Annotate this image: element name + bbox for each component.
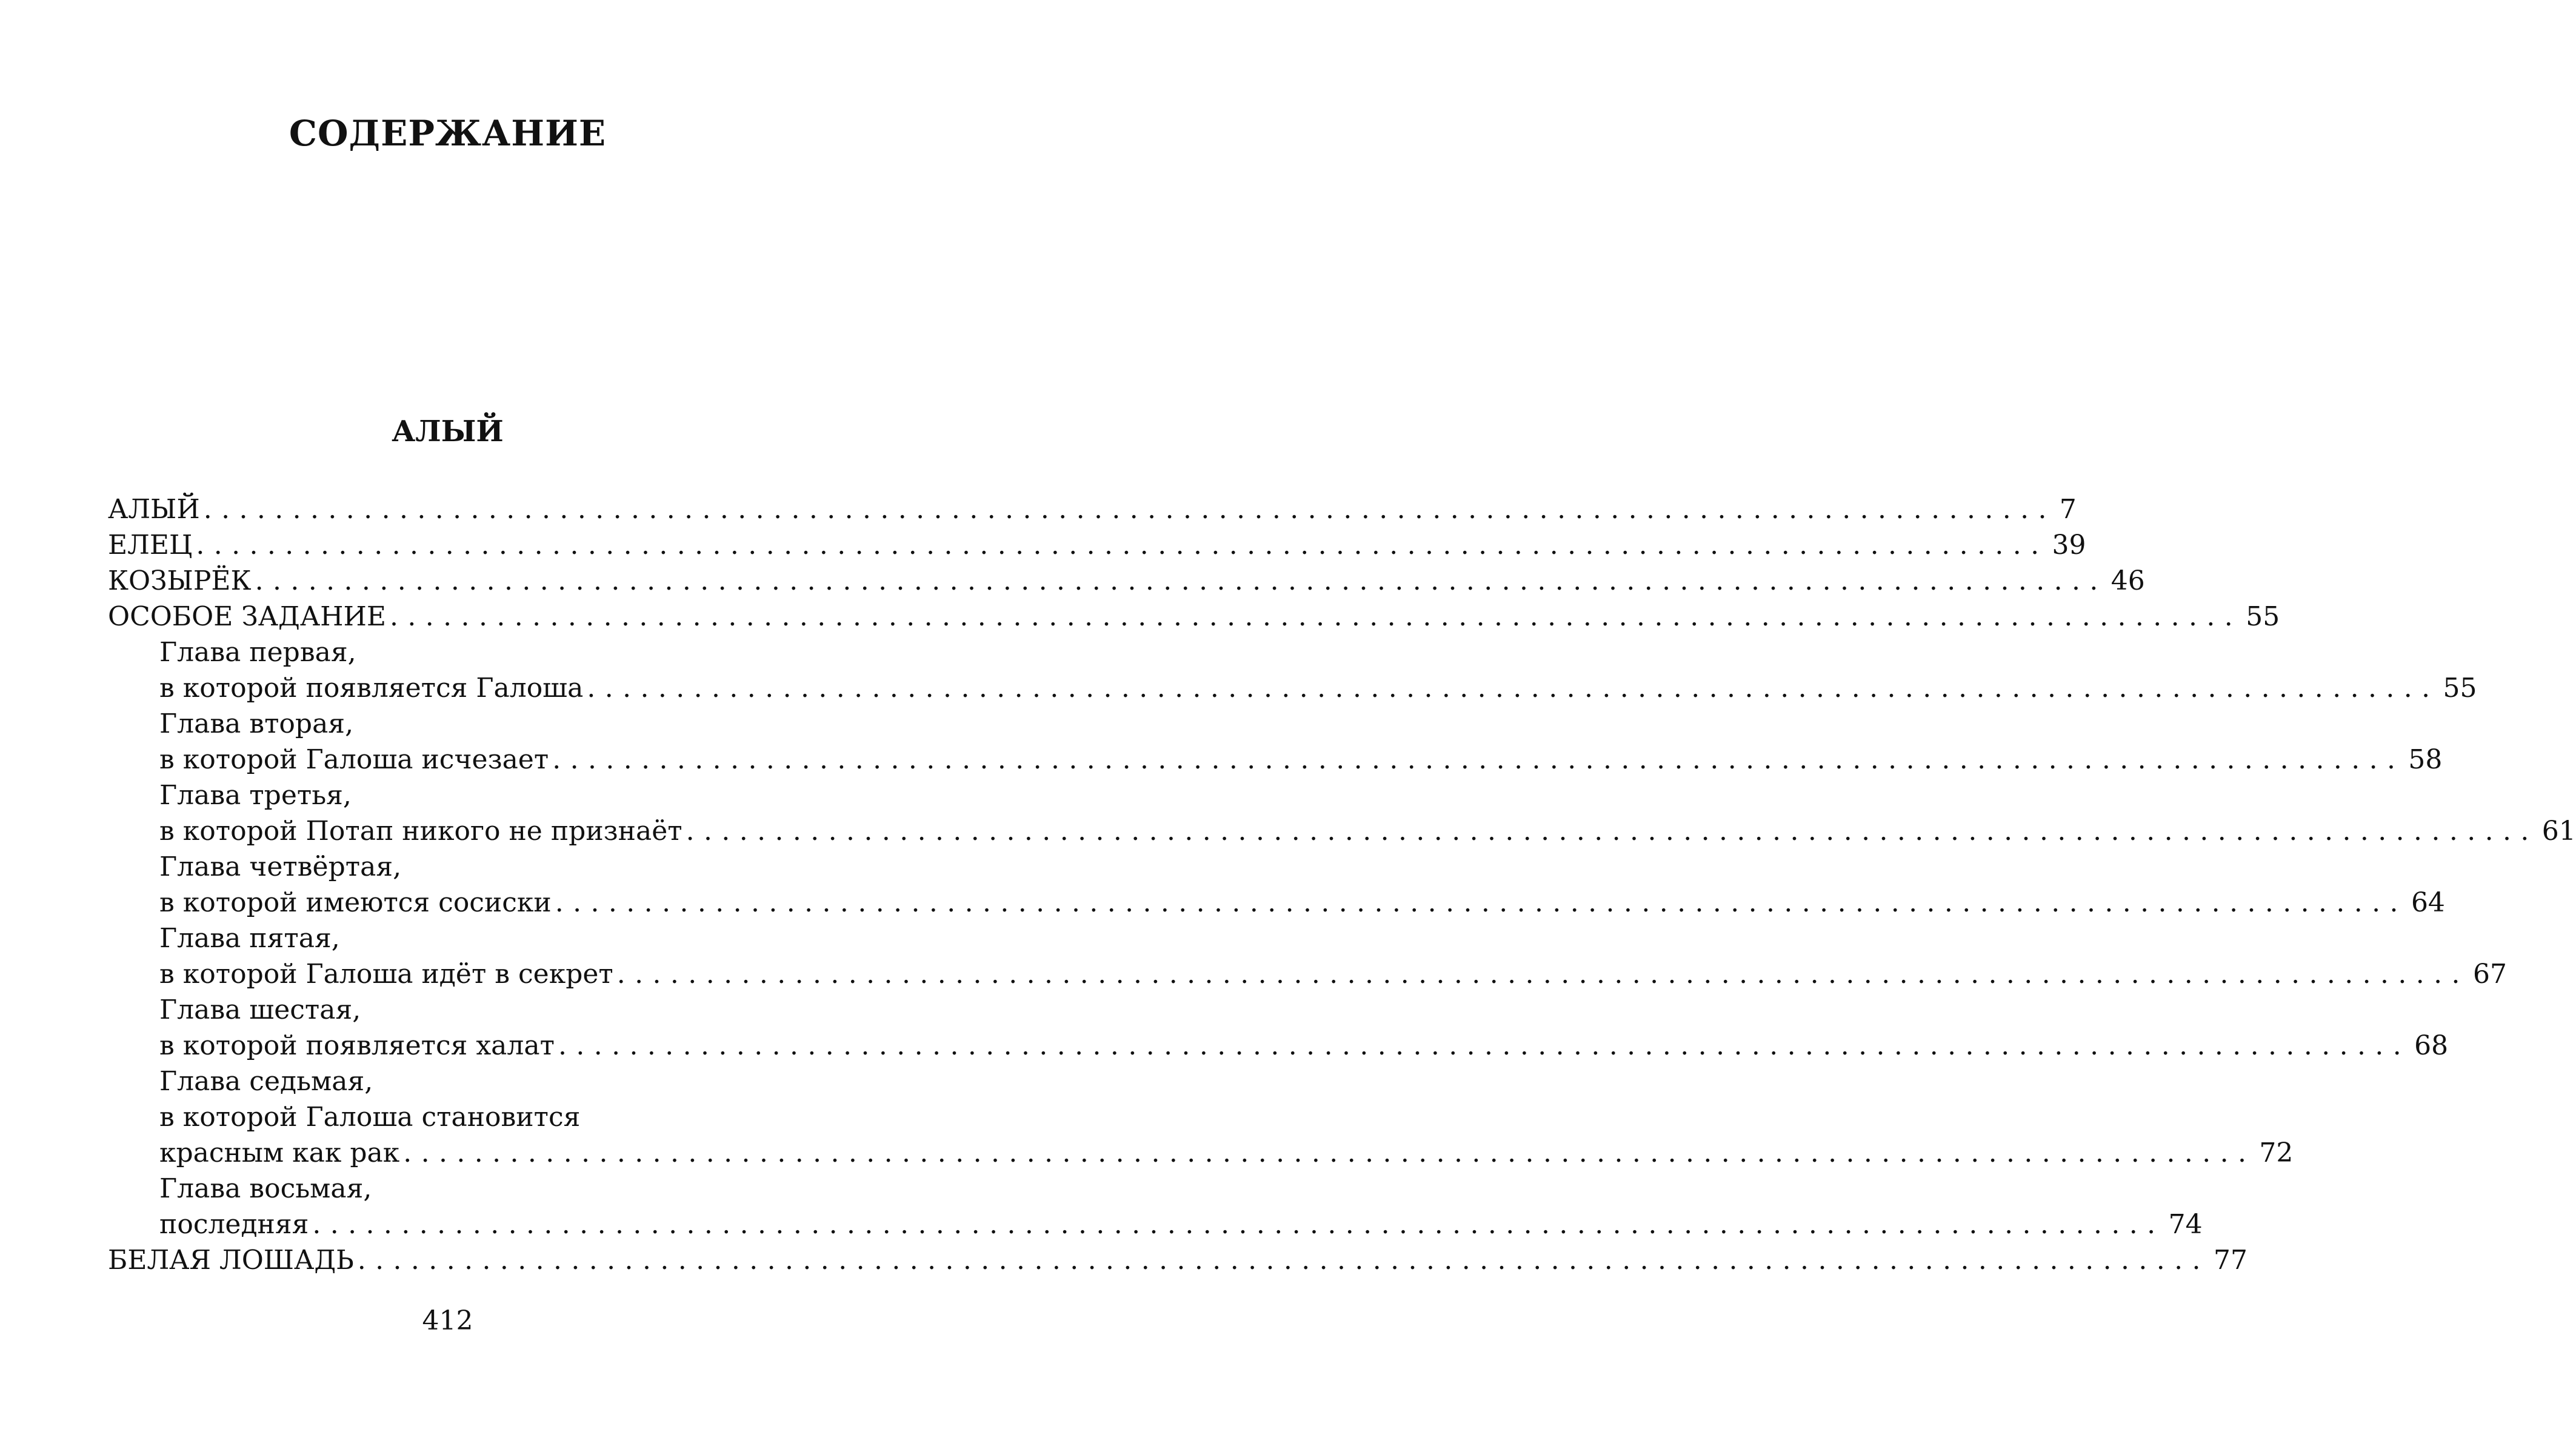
toc-entry-page: 74 xyxy=(2168,1209,2203,1240)
toc-entry-title: ЕЛЕЦ xyxy=(108,530,193,561)
toc-entry-title: Глава шестая, xyxy=(159,994,361,1025)
toc-leader-dots: ........................................................................................................ xyxy=(555,887,2407,918)
toc-chapter-subtitle xyxy=(108,1097,799,1133)
toc-leader-dots: ........................................................................................................ xyxy=(390,601,2243,632)
toc-leader-dots: ........................................................................................................ xyxy=(686,816,2538,847)
toc-entry-title: Глава восьмая, xyxy=(159,1173,372,1204)
toc-entry-title: Глава пятая, xyxy=(159,923,340,954)
toc-chapter-heading xyxy=(108,1062,799,1097)
toc-entry-page: 68 xyxy=(2414,1030,2449,1061)
toc-entry-title: в которой Галоша становится xyxy=(159,1102,581,1133)
section-title: АЛЫЙ xyxy=(392,415,504,448)
toc-entry[interactable] xyxy=(108,561,2145,597)
toc-entry-title: Глава первая, xyxy=(159,637,356,668)
toc-entry-title: Глава третья, xyxy=(159,780,352,811)
toc-entry-title: БЕЛАЯ ЛОШАДЬ xyxy=(108,1245,354,1276)
toc-leader-dots: ........................................................................................................ xyxy=(357,1245,2210,1276)
page-number: 412 xyxy=(422,1305,473,1336)
toc-entry-title: Глава вторая, xyxy=(159,708,354,739)
toc-chapter-heading xyxy=(108,990,799,1026)
toc-chapter-heading xyxy=(108,704,799,740)
toc-entry[interactable] xyxy=(108,954,2507,990)
toc-entry-title: в которой появляется Галоша xyxy=(159,673,584,704)
toc-entry[interactable] xyxy=(108,490,2077,525)
toc-entry-page: 64 xyxy=(2411,887,2445,918)
toc-entry-title: Глава четвёртая, xyxy=(159,851,402,882)
toc-entry[interactable] xyxy=(108,525,2086,561)
toc-chapter-heading xyxy=(108,633,799,668)
page-title: СОДЕРЖАНИЕ xyxy=(289,113,607,154)
toc-chapter-heading xyxy=(108,776,799,811)
toc-entry-page: 72 xyxy=(2259,1137,2294,1168)
toc-entry-page: 39 xyxy=(2052,530,2086,561)
toc-leader-dots: ........................................................................................................ xyxy=(587,673,2440,704)
toc-entry[interactable] xyxy=(108,740,2443,776)
toc-chapter-heading xyxy=(108,919,799,954)
toc-leader-dots: ........................................................................................................ xyxy=(558,1030,2411,1061)
toc-entry-title: в которой Галоша исчезает xyxy=(159,744,549,775)
toc-leader-dots: ........................................................................................................ xyxy=(616,959,2469,990)
toc-entry-page: 67 xyxy=(2472,959,2507,990)
toc-entry[interactable] xyxy=(108,1133,2294,1169)
toc-entry[interactable] xyxy=(108,668,2477,704)
toc-chapter-heading xyxy=(108,847,799,883)
toc-entry[interactable] xyxy=(108,597,2280,633)
toc-entry-title: ОСОБОЕ ЗАДАНИЕ xyxy=(108,601,387,632)
toc-entry-title: последняя xyxy=(159,1209,309,1240)
toc-entry-page: 55 xyxy=(2246,601,2280,632)
toc-entry-page: 77 xyxy=(2213,1245,2247,1276)
toc-leader-dots: ........................................................................................................ xyxy=(312,1209,2165,1240)
toc-entry-title: в которой появляется халат xyxy=(159,1030,555,1061)
toc-entry-title: АЛЫЙ xyxy=(108,494,200,525)
toc-leader-dots: ........................................................................................................ xyxy=(255,565,2107,596)
toc-leader-dots: ........................................................................................................ xyxy=(203,494,2056,525)
toc-entry-title: Глава седьмая, xyxy=(159,1066,373,1097)
toc-entry-title: в которой Галоша идёт в секрет xyxy=(159,959,613,990)
toc-entry[interactable] xyxy=(108,1205,2203,1241)
toc-leader-dots: ........................................................................................................ xyxy=(552,744,2405,775)
toc-entry-title: в которой Потап никого не признаёт xyxy=(159,816,682,847)
toc-chapter-heading xyxy=(108,1169,799,1205)
toc-entry-title: в которой имеются сосиски xyxy=(159,887,552,918)
toc-entry-page: 7 xyxy=(2059,494,2077,525)
toc-entry[interactable] xyxy=(108,1241,2247,1276)
toc-entry[interactable] xyxy=(108,1026,2449,1062)
toc-entry-page: 55 xyxy=(2443,673,2477,704)
toc-leader-dots: ........................................................................................................ xyxy=(196,530,2049,561)
toc-entry-title: КОЗЫРЁК xyxy=(108,565,252,596)
toc-entry-page: 61 xyxy=(2541,816,2576,847)
table-of-contents xyxy=(108,490,2576,1276)
toc-leader-dots: ........................................................................................................ xyxy=(403,1137,2256,1168)
toc-entry[interactable] xyxy=(108,883,2445,919)
toc-entry-title: красным как рак xyxy=(159,1137,400,1168)
toc-entry-page: 46 xyxy=(2111,565,2145,596)
toc-entry-page: 58 xyxy=(2408,744,2443,775)
toc-entry[interactable] xyxy=(108,811,2576,847)
